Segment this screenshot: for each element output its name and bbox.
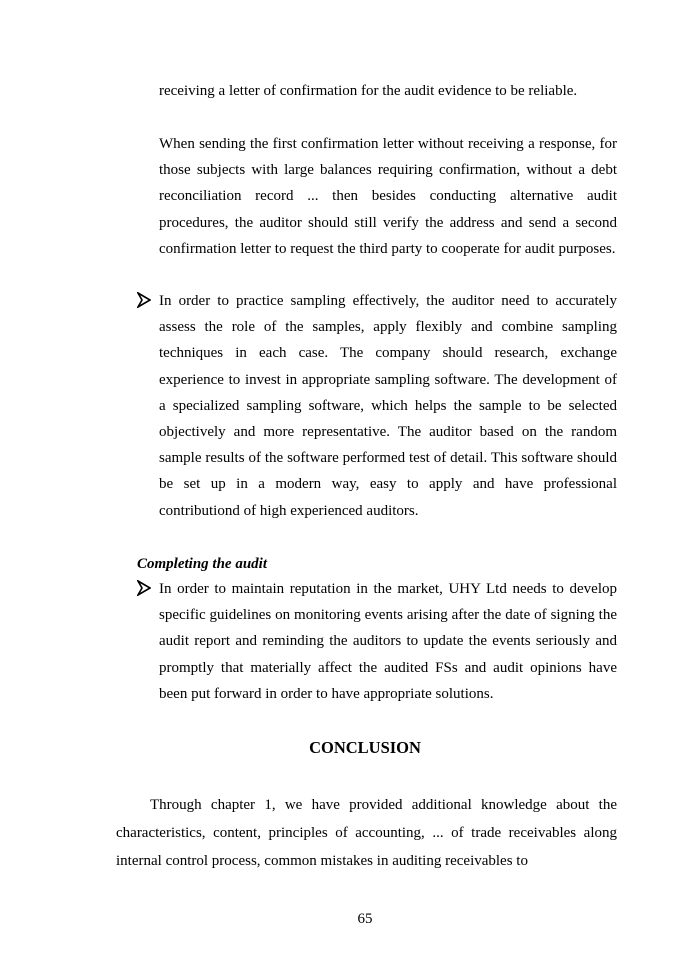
page-number: 65 — [357, 911, 373, 927]
conclusion-paragraph: Through chapter 1, we have provided additional knowledge about the characteristics, content, principles of accounting, ... of trade receivables along internal control process, common mistakes in auditing receivables to — [116, 797, 617, 869]
bullet-text-reputation: In order to maintain reputation in the market, UHY Ltd needs to develop specific guidelines on monitoring events arising after the date of signing the audit report and reminding the auditors to update the events seriously and promptly that materially affect the audited FSs and audit opinions have been put forward in order to have appropriate solutions. — [159, 581, 617, 702]
paragraph-second-confirmation-letter: When sending the first confirmation letter without receiving a response, for those subjects with large balances requiring confirmation, without a debt reconciliation record ... then besides conducting alternative audit procedures, the auditor should still verify the address and send a second confirmation letter to request the third party to cooperate for audit purposes. — [159, 136, 617, 257]
subheading-completing-the-audit: Completing the audit — [137, 556, 268, 572]
arrowhead-bullet-icon — [137, 292, 151, 308]
conclusion-heading: CONCLUSION — [309, 738, 421, 757]
bullet-text-sampling: In order to practice sampling effectively, the auditor need to accurately assess the role of the samples, apply flexibly and combine sampling techniques in each case. The company should research, exchange experience to invest in appropriate sampling software. The development of a specialized sampling software, which helps the sample to be selected objectively and more representative. The auditor based on the random sample results of the software performed test of detail. This software should be set up in a modern way, easy to apply and have professional contributiond of high experienced auditors. — [159, 293, 617, 519]
arrowhead-bullet-icon — [137, 580, 151, 596]
bullet-item-sampling — [137, 288, 617, 524]
bullet-item-reputation — [137, 576, 617, 707]
paragraph-confirmation-continuation: receiving a letter of confirmation for the audit evidence to be reliable. — [159, 83, 578, 99]
